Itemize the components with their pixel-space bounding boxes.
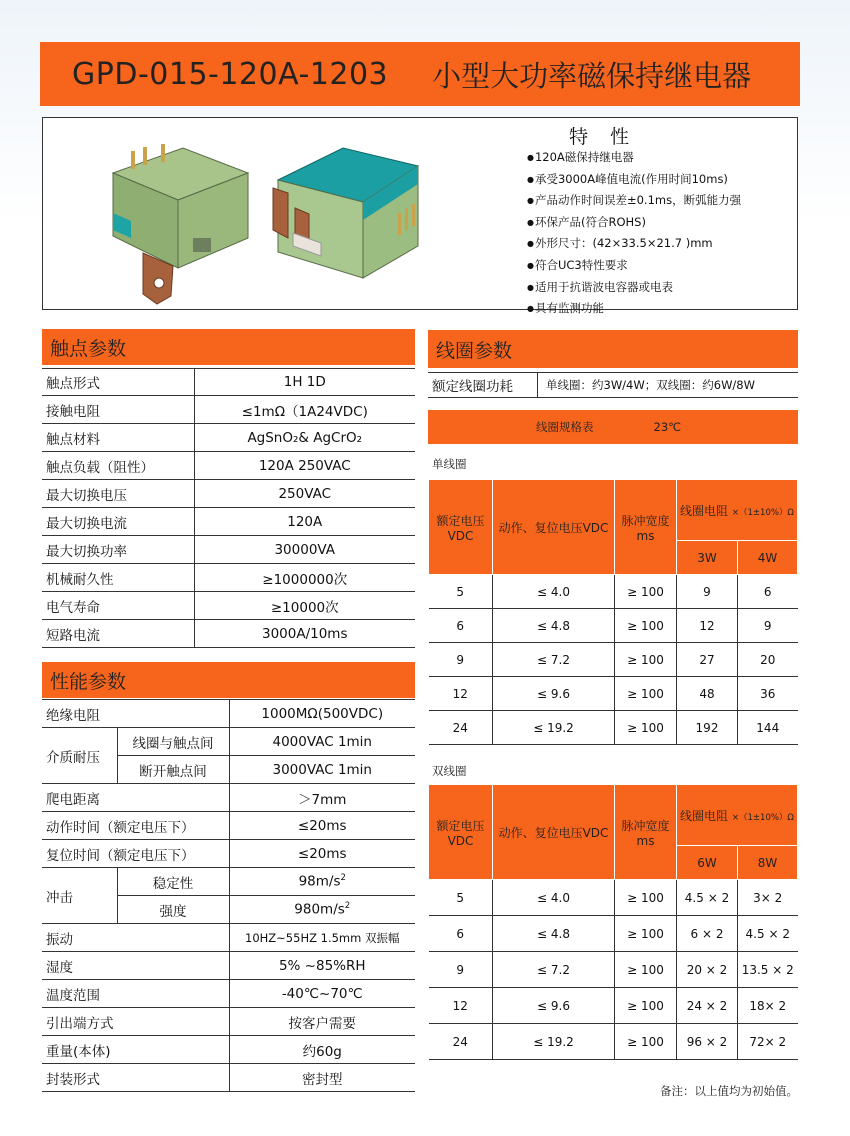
table-row: 封装形式 密封型	[42, 1064, 415, 1092]
col-operate-voltage: 动作、复位电压VDC	[493, 480, 615, 575]
feature-item: ● 承受3000A峰值电流(作用时间10ms)	[527, 169, 741, 191]
product-overview	[42, 117, 798, 316]
coil-spec-bar	[428, 410, 798, 444]
table-row: 触点形式 1H 1D	[42, 369, 415, 396]
table-row: 振动 10HZ~55HZ 1.5mm 双振幅	[42, 924, 415, 952]
features-title: 特性	[569, 126, 652, 148]
coil-power-value: 单线圈：约3W/4W；双线圈：约6W/8W	[537, 373, 755, 397]
table-row: 触点材料 AgSnO₂& AgCrO₂	[42, 424, 415, 452]
table-row: 9 ≤ 7.2 ≥ 100 20 × 2 13.5 × 2	[429, 952, 798, 988]
table-row: 重量(本体) 约60g	[42, 1036, 415, 1064]
col-coil-resistance: 线圈电阻 ×（1±10%）Ω	[677, 480, 798, 541]
coil-power-row	[428, 372, 798, 398]
table-row: 温度范围 -40℃~70℃	[42, 980, 415, 1008]
table-row: 短路电流 3000A/10ms	[42, 620, 415, 648]
table-row: 强度 980m/s$^2$	[42, 896, 415, 924]
col-coil-resistance: 线圈电阻 ×（1±10%）Ω	[677, 785, 798, 846]
coil-power-label: 额定线圈功耗	[432, 379, 513, 395]
contact-table	[42, 368, 415, 648]
feature-item: ● 外形尺寸：(42×33.5×21.7 )mm	[527, 233, 741, 255]
table-row: 6 ≤ 4.8 ≥ 100 6 × 2 4.5 × 2	[429, 916, 798, 952]
table-row: 爬电距离 ＞7mm	[42, 784, 415, 812]
feature-item: ● 符合UC3特性要求	[527, 255, 741, 277]
performance-section-title: 性能参数	[42, 662, 415, 698]
col-pulse-width: 脉冲宽度ms	[615, 480, 677, 575]
double-coil-label: 双线圈	[432, 764, 467, 778]
table-row: 绝缘电阻 1000MΩ(500VDC)	[42, 700, 415, 728]
table-row: 机械耐久性 ≥1000000次	[42, 564, 415, 592]
title-bar	[40, 42, 800, 106]
table-row: 最大切换电压 250VAC	[42, 480, 415, 508]
feature-item: ● 120A磁保持继电器	[527, 147, 741, 169]
table-row: 动作时间（额定电压下） ≤20ms	[42, 812, 415, 840]
contact-section-title: 触点参数	[42, 329, 415, 365]
col-operate-voltage: 动作、复位电压VDC	[493, 785, 615, 880]
relay-product-image	[73, 118, 513, 308]
table-row: 电气寿命 ≥10000次	[42, 592, 415, 620]
table-row: 12 ≤ 9.6 ≥ 100 48 36	[429, 677, 798, 711]
table-row: 6 ≤ 4.8 ≥ 100 12 9	[429, 609, 798, 643]
coil-spec-temp: 23℃	[653, 420, 682, 434]
table-row: 最大切换功率 30000VA	[42, 536, 415, 564]
table-row: 冲击 稳定性 98m/s$^2$	[42, 868, 415, 896]
table-row: 24 ≤ 19.2 ≥ 100 96 × 2 72× 2	[429, 1024, 798, 1060]
model-number: GPD-015-120A-1203	[72, 56, 389, 92]
table-row: 引出端方式 按客户需要	[42, 1008, 415, 1036]
coil-section-title: 线圈参数	[428, 330, 798, 368]
table-row: 触点负载（阻性） 120A 250VAC	[42, 452, 415, 480]
table-row: 12 ≤ 9.6 ≥ 100 24 × 2 18× 2	[429, 988, 798, 1024]
table-row: 湿度 5% ~85%RH	[42, 952, 415, 980]
feature-item: ● 具有监测功能	[527, 298, 741, 320]
col-pulse-width: 脉冲宽度ms	[615, 785, 677, 880]
col-rated-voltage: 额定电压VDC	[429, 480, 493, 575]
feature-item: ● 产品动作时间误差±0.1ms，断弧能力强	[527, 190, 741, 212]
table-row: 断开触点间 3000VAC 1min	[42, 756, 415, 784]
product-name: 小型大功率磁保持继电器	[432, 58, 752, 93]
table-row: 24 ≤ 19.2 ≥ 100 192 144	[429, 711, 798, 745]
table-row: 5 ≤ 4.0 ≥ 100 4.5 × 2 3× 2	[429, 880, 798, 916]
footnote: 备注：以上值均为初始值。	[660, 1084, 798, 1098]
col-rated-voltage: 额定电压VDC	[429, 785, 493, 880]
table-row: 5 ≤ 4.0 ≥ 100 9 6	[429, 575, 798, 609]
single-coil-label: 单线圈	[432, 457, 467, 471]
table-row: 9 ≤ 7.2 ≥ 100 27 20	[429, 643, 798, 677]
table-row: 最大切换电流 120A	[42, 508, 415, 536]
feature-item: ● 环保产品(符合ROHS)	[527, 212, 741, 234]
table-row: 接触电阻 ≤1mΩ（1A24VDC)	[42, 396, 415, 424]
performance-table	[42, 699, 415, 1092]
coil-spec-title: 线圈规格表	[536, 420, 594, 434]
features-list	[527, 147, 741, 320]
double-coil-table: 额定电压VDC 动作、复位电压VDC 脉冲宽度ms 线圈电阻 ×（1±10%）Ω 6W 8W 5 ≤ 4.0 ≥ 100 4.5 × 2 3× 2 6 ≤ 4.8 ≥ 100 6 × 2 4.5 × 2 9 ≤ 7.2 ≥ 100 20 × 2 13.5 × 2 12 ≤ 9.6 ≥ 100 24 × 2 18× 2 24 ≤ 19.2 ≥ 100 96 × 2 72× 2	[428, 784, 798, 1060]
table-row: 介质耐压 线圈与触点间 4000VAC 1min	[42, 728, 415, 756]
table-row: 复位时间（额定电压下） ≤20ms	[42, 840, 415, 868]
feature-item: ● 适用于抗谐波电容器或电表	[527, 277, 741, 299]
single-coil-table: 额定电压VDC 动作、复位电压VDC 脉冲宽度ms 线圈电阻 ×（1±10%）Ω 3W 4W 5 ≤ 4.0 ≥ 100 9 6 6 ≤ 4.8 ≥ 100 12 9 9 ≤ 7.2 ≥ 100 27 20 12 ≤ 9.6 ≥ 100 48 36 24 ≤ 19.2 ≥ 100 192 144	[428, 479, 798, 745]
